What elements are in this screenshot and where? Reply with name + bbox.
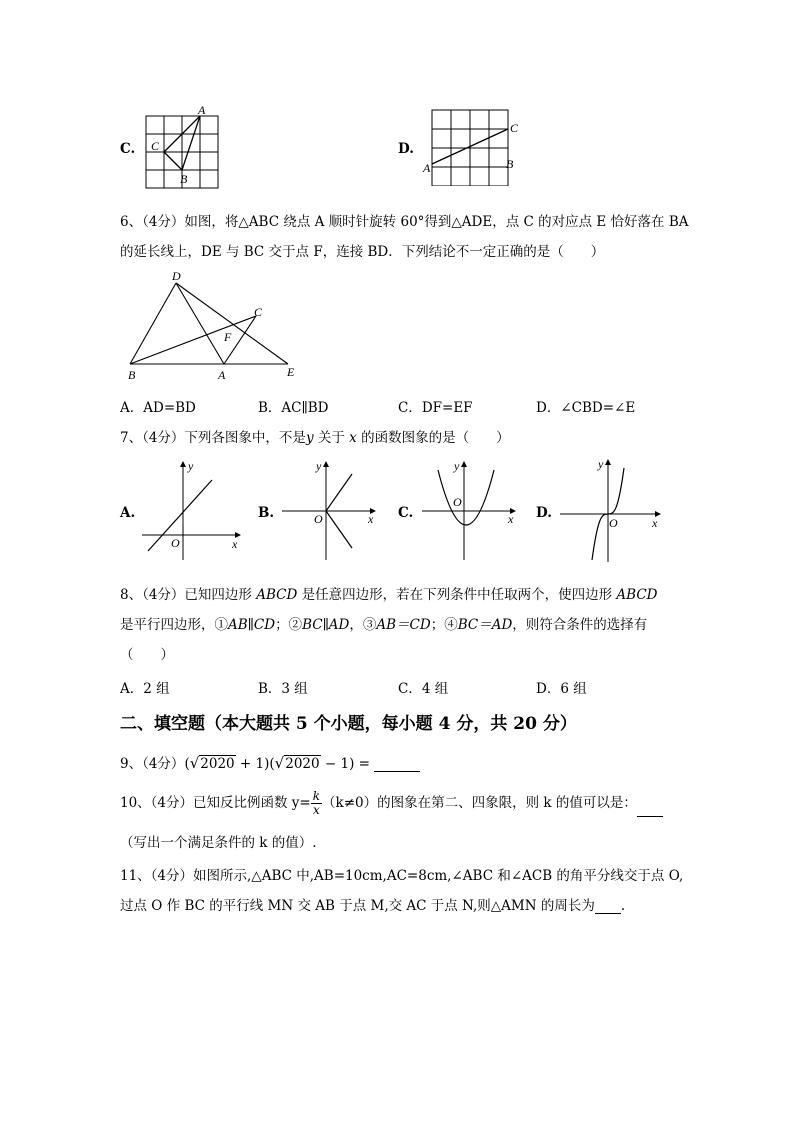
q5d-label-c: C	[510, 121, 519, 135]
q9-answer-blank[interactable]	[374, 755, 420, 772]
q6-option-d[interactable]: D．∠CBD=∠E	[536, 400, 636, 416]
q6-figure	[120, 266, 310, 384]
q6-label-b: B	[128, 368, 136, 382]
q7-option-b-label[interactable]: B.	[258, 505, 275, 521]
q6-label-a: A	[218, 368, 226, 382]
svg-text:x: x	[652, 516, 658, 530]
q7-graph-d	[558, 456, 668, 564]
q6-line1: 6、（4分）如图，将△ABC 绕点 A 顺时针旋转 60°得到△ADE，点 C 的对应点 E 恰好落在 BA	[120, 214, 689, 230]
svg-text:y: y	[188, 459, 194, 473]
q6-label-c: C	[254, 305, 263, 319]
q10-fraction: $\frac{k}{x}$	[312, 789, 321, 817]
q8-option-c[interactable]: C．4 组	[398, 681, 449, 697]
q5-option-d-label: D.	[398, 141, 414, 157]
q8-line3: （ ）	[120, 647, 174, 663]
svg-text:O: O	[609, 516, 618, 530]
svg-text:x: x	[232, 537, 238, 551]
q6-option-c[interactable]: C．DF=EF	[398, 400, 473, 416]
q8-option-b[interactable]: B．3 组	[258, 681, 308, 697]
svg-text:y: y	[598, 457, 604, 471]
svg-text:O: O	[314, 512, 323, 526]
q11-answer-blank[interactable]	[595, 897, 621, 914]
q6-label-d: D	[172, 269, 181, 283]
section-2-heading: 二、填空题（本大题共 5 个小题，每小题 4 分，共 20 分）	[120, 714, 577, 734]
q10-line2: （写出一个满足条件的 k 的值）.	[120, 835, 317, 851]
svg-text:y: y	[316, 459, 322, 473]
q11-line2: 过点 O 作 BC 的平行线 MN 交 AB 于点 M,交 AC 于点 N,则△AMN 的周长为 .	[120, 898, 626, 914]
q8-line2: 是平行四边形，①AB∥CD；②BC∥AD，③AB＝CD；④BC＝AD，则符合条件的选择有	[120, 617, 648, 633]
q5-figure-d	[420, 106, 520, 186]
q5-option-c-label: C.	[120, 141, 136, 157]
q10-answer-blank[interactable]	[637, 800, 663, 817]
q6-option-b[interactable]: B．AC∥BD	[258, 400, 329, 416]
q9-line: 9、（4分）(√2020 + 1)(√2020 − 1) =	[120, 752, 420, 772]
svg-text:x: x	[368, 512, 374, 526]
svg-text:y: y	[454, 459, 460, 473]
q6-label-f: F	[224, 330, 232, 344]
q7-option-a-label[interactable]: A.	[120, 505, 136, 521]
q11-line1: 11、（4分）如图所示,△ABC 中,AB=10cm,AC=8cm,∠ABC 和∠ACB 的角平分线交于点 O,	[120, 868, 684, 884]
q7-graph-b	[280, 456, 380, 562]
q5d-label-a: A	[423, 161, 431, 175]
q5d-label-b: B	[506, 157, 514, 171]
q8-option-a[interactable]: A．2 组	[120, 681, 170, 697]
q5c-label-b: B	[180, 172, 188, 186]
q6-line2: 的延长线上，DE 与 BC 交于点 F，连接 BD．下列结论不一定正确的是（ ）	[120, 244, 605, 260]
q6-option-a[interactable]: A．AD=BD	[120, 400, 196, 416]
q5c-label-c: C	[151, 139, 160, 153]
q8-line1: 8、（4分）已知四边形 ABCD 是任意四边形，若在下列条件中任取两个，使四边形 ABCD	[120, 587, 658, 603]
svg-text:O: O	[453, 495, 462, 509]
q8-option-d[interactable]: D．6 组	[536, 681, 587, 697]
svg-text:x: x	[508, 512, 514, 526]
q7-graph-c	[420, 456, 520, 562]
q6-label-e: E	[287, 365, 295, 379]
q7-stem: 7、（4分）下列各图象中，不是y 关于 x 的函数图象的是（ ）	[120, 430, 510, 446]
q7-option-d-label[interactable]: D.	[536, 505, 552, 521]
svg-text:O: O	[171, 536, 180, 550]
q10-line1: 10、（4分）已知反比例函数 y= $\frac{k}{x}$ （k≠0）的图象在第二、四象限，则 k 的值可以是：	[120, 790, 663, 817]
q7-graph-a	[140, 456, 250, 562]
q7-option-c-label[interactable]: C.	[398, 505, 414, 521]
q5c-label-a: A	[198, 103, 206, 117]
q5-figure-c	[140, 103, 230, 193]
